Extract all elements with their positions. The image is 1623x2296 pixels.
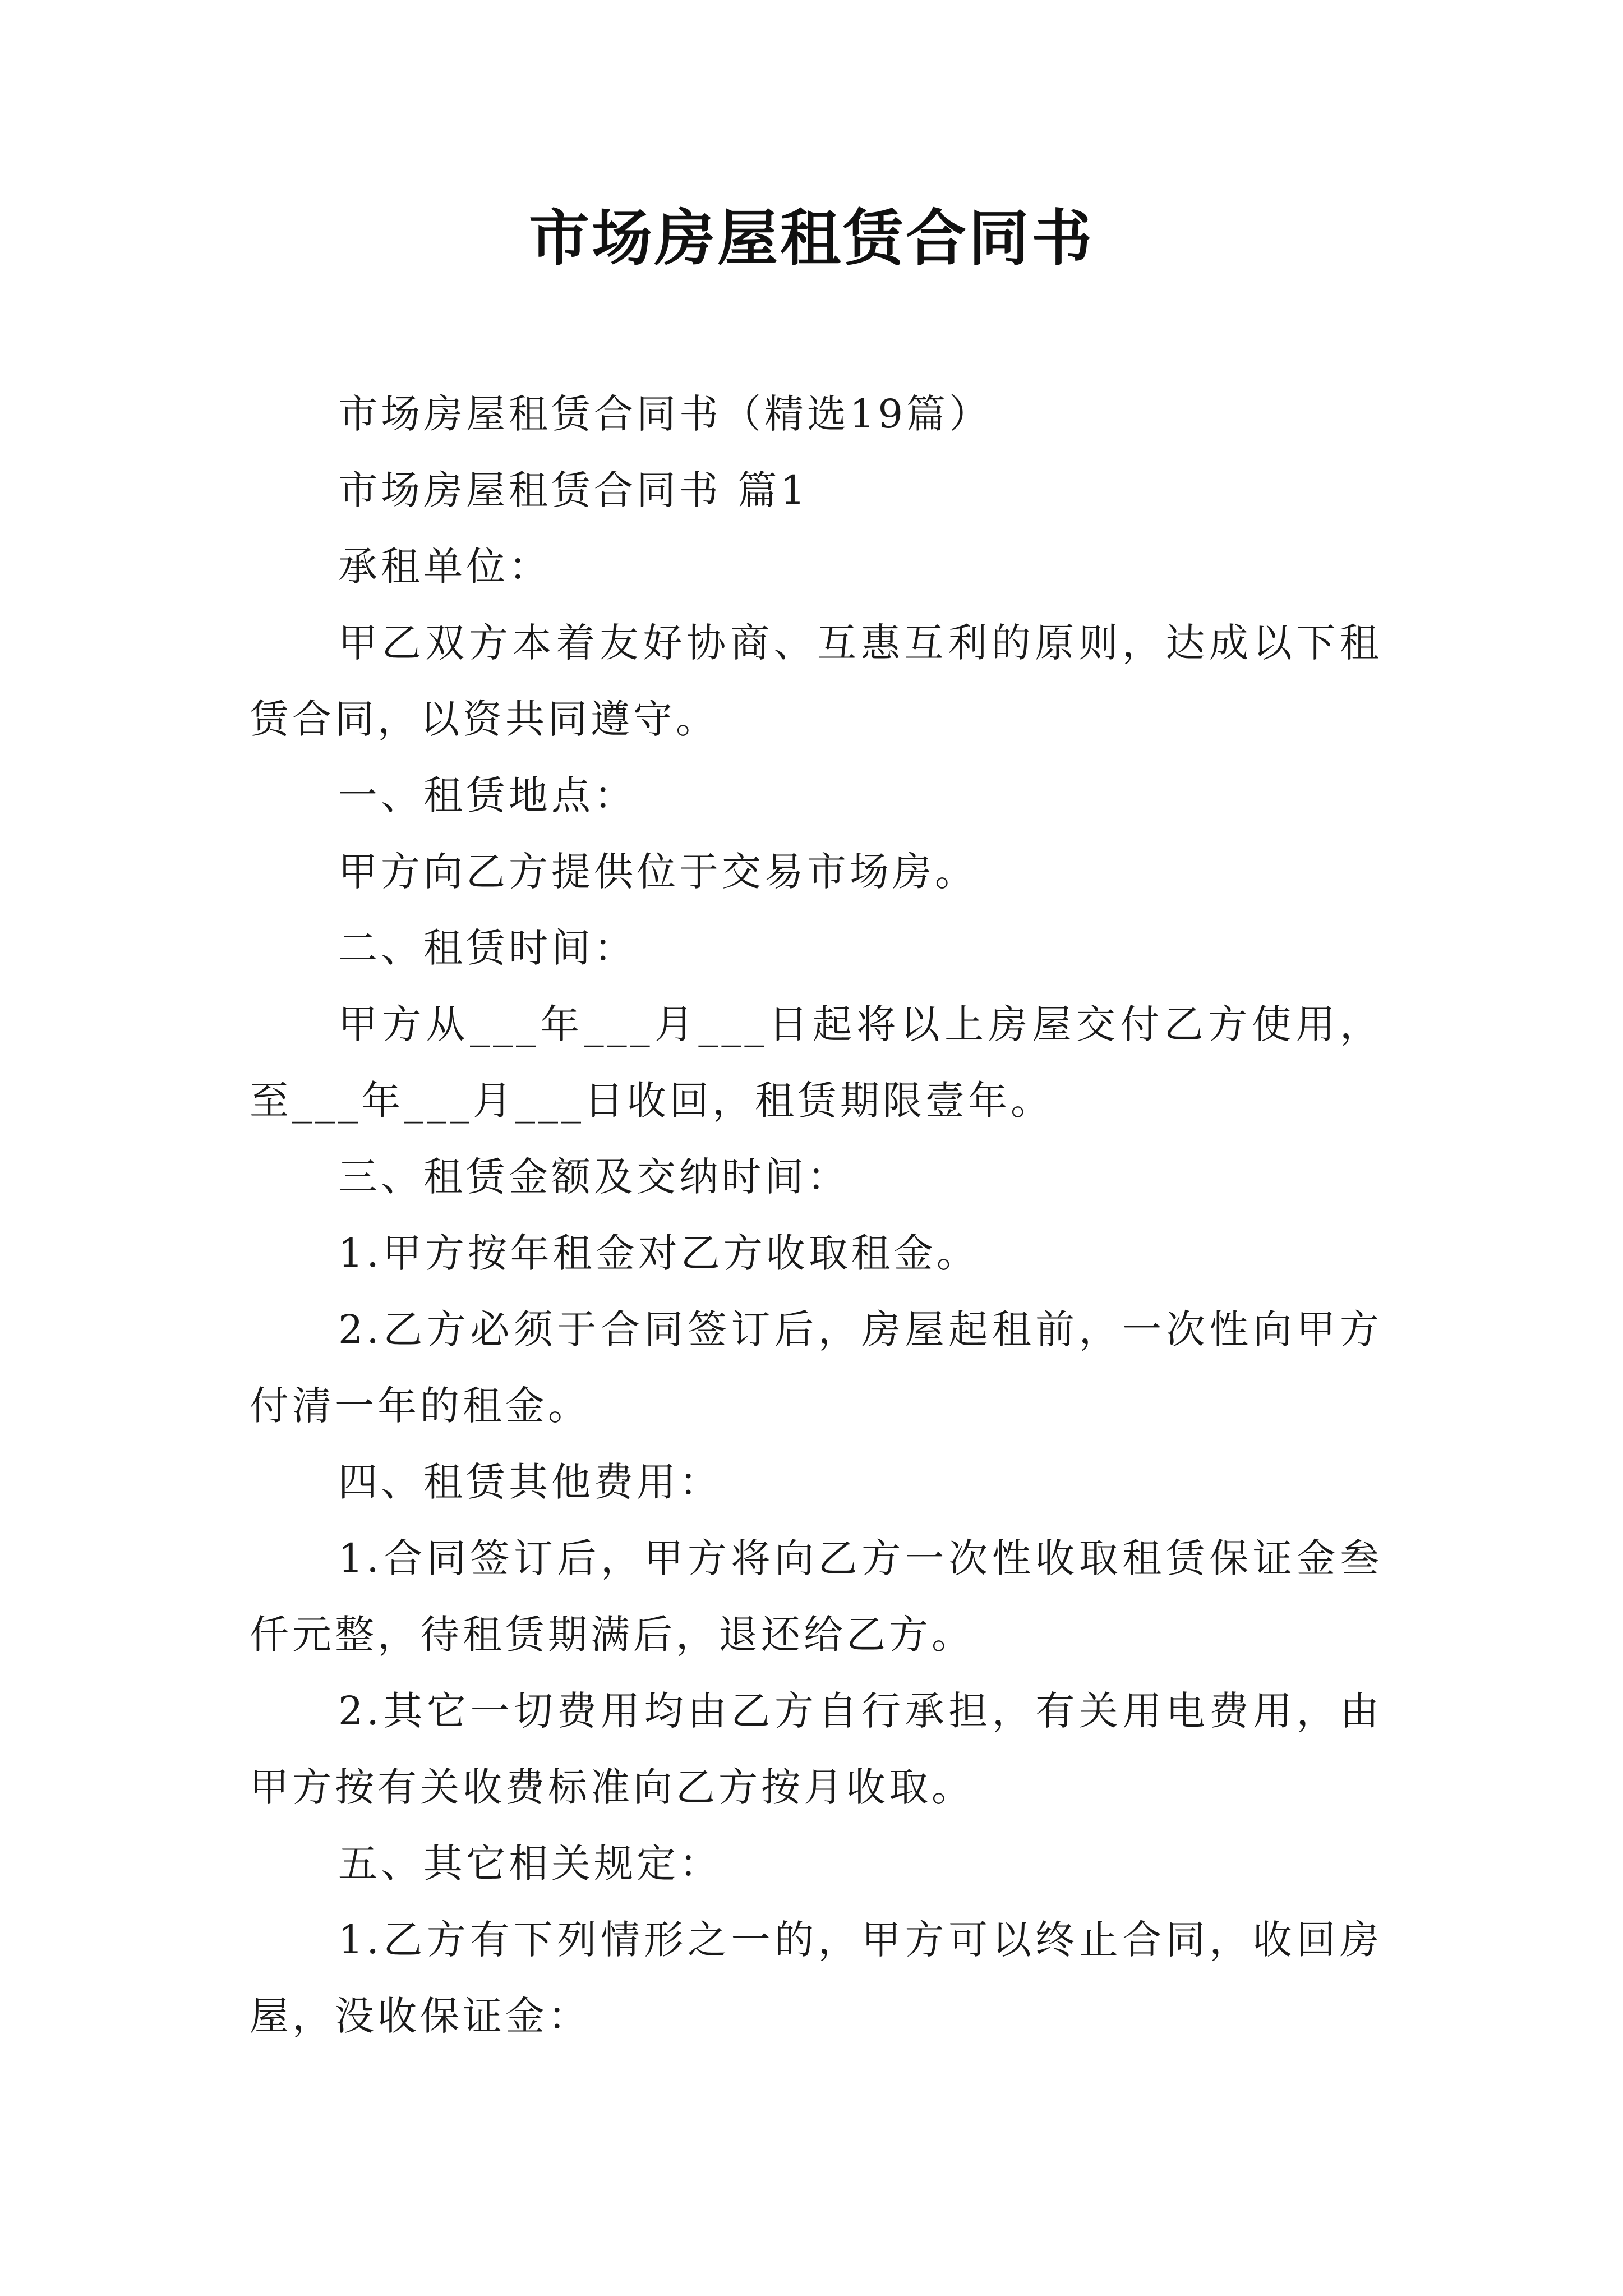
paragraph-clause-4-heading: 四、租赁其他费用： [338,1459,722,1505]
paragraph-clause-3-item-1: 1.甲方按年租金对乙方收取租金。 [338,1230,979,1276]
paragraph-clause-4-item-1: 1.合同签订后，甲方将向乙方一次性收取租赁保证金叁仟元整，待租赁期满后，退还给乙方。 [250,1535,1382,1658]
paragraph-clause-3-heading: 三、租赁金额及交纳时间： [338,1154,850,1200]
document-title: 市场房屋租赁合同书 [528,203,1094,274]
paragraph-collection-title: 市场房屋租赁合同书（精选19篇） [338,391,992,437]
document-body [250,376,1382,2054]
paragraph-clause-3-item-2: 2.乙方必须于合同签订后，房屋起租前，一次性向甲方付清一年的租金。 [250,1306,1382,1429]
paragraph-section-heading: 市场房屋租赁合同书 篇1 [338,467,809,513]
paragraph-clause-2-heading: 二、租赁时间： [338,925,637,971]
paragraph-clause-5-item-1: 1.乙方有下列情形之一的，甲方可以终止合同，收回房屋，没收保证金： [250,1917,1382,2039]
paragraph-lessee: 承租单位： [338,544,551,590]
paragraph-clause-1-heading: 一、租赁地点： [338,772,637,818]
paragraph-clause-1-body: 甲方向乙方提供位于交易市场房。 [338,849,978,895]
paragraph-clause-2-body: 甲方从___年___月___日起将以上房屋交付乙方使用，至___年___月___日收回，租赁期限壹年。 [250,1001,1382,1124]
paragraph-clause-4-item-2: 2.其它一切费用均由乙方自行承担，有关用电费用，由甲方按有关收费标准向乙方按月收取。 [250,1688,1382,1810]
paragraph-preamble: 甲乙双方本着友好协商、互惠互利的原则，达成以下租赁合同，以资共同遵守。 [250,620,1382,742]
paragraph-clause-5-heading: 五、其它相关规定： [338,1841,722,1887]
